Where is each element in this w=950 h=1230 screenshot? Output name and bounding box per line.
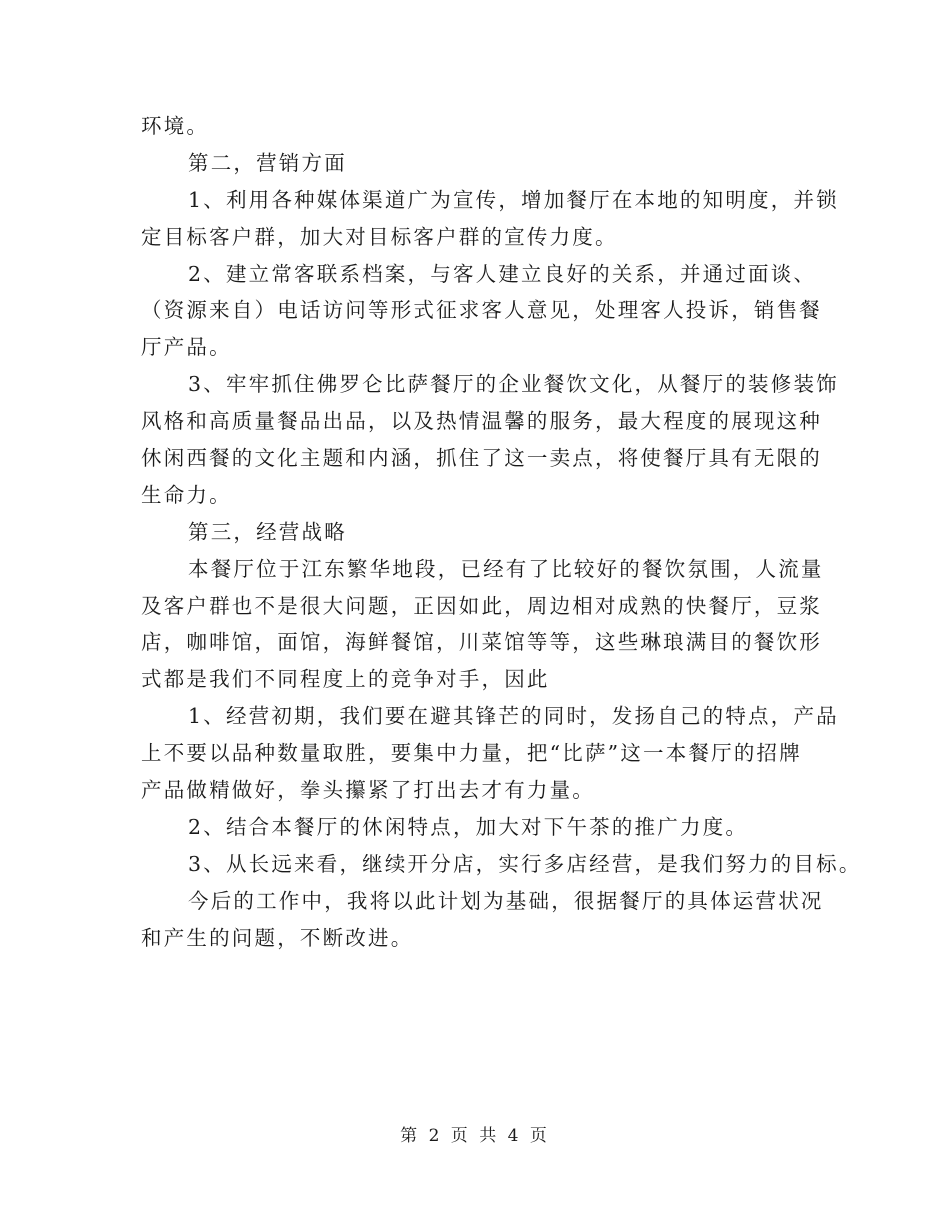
text-line: 环境。 xyxy=(141,114,210,138)
page-number-footer: 第 2 页 共 4 页 xyxy=(400,1126,550,1146)
document-body xyxy=(141,108,862,956)
text-line: 2、结合本餐厅的休闲特点，加大对下午茶的推广力度。 xyxy=(188,814,749,839)
text-line: 厅产品。 xyxy=(141,335,232,360)
text-line: 3、牢牢抓住佛罗仑比萨餐厅的企业餐饮文化，从餐厅的装修装饰 xyxy=(188,372,839,397)
text-line: 及客户群也不是很大问题，正因如此，周边相对成熟的快餐厅，豆浆 xyxy=(141,593,822,618)
text-line: 店，咖啡馆，面馆，海鲜餐馆，川菜馆等等，这些琳琅满目的餐饮形 xyxy=(141,630,822,655)
text-line: 定目标客户群，加大对目标客户群的宣传力度。 xyxy=(141,224,618,249)
text-line: 1、经营初期，我们要在避其锋芒的同时，发扬自己的特点，产品 xyxy=(188,704,839,729)
text-line: 今后的工作中，我将以此计划为基础，很据餐厅的具体运营状况 xyxy=(188,888,824,913)
section-heading-marketing: 第二，营销方面 xyxy=(188,150,347,175)
text-line: （资源来自）电话访问等形式征求客人意见，处理客人投诉，销售餐 xyxy=(141,298,822,323)
text-line: 和产生的问题，不断改进。 xyxy=(141,925,414,950)
text-line: 上不要以品种数量取胜，要集中力量，把“比萨”这一本餐厅的招牌 xyxy=(141,741,802,766)
text-line: 休闲西餐的文化主题和内涵，抓住了这一卖点，将使餐厅具有无限的 xyxy=(141,446,822,471)
text-line: 1、利用各种媒体渠道广为宣传，增加餐厅在本地的知明度，并锁 xyxy=(188,187,839,212)
text-line: 2、建立常客联系档案，与客人建立良好的关系，并通过面谈、 xyxy=(188,261,817,286)
text-line: 风格和高质量餐品出品，以及热情温馨的服务，最大程度的展现这种 xyxy=(141,409,822,434)
section-heading-strategy: 第三，经营战略 xyxy=(188,519,347,544)
text-line: 产品做精做好，拳头攥紧了打出去才有力量。 xyxy=(141,778,595,803)
text-line: 式都是我们不同程度上的竞争对手，因此 xyxy=(141,667,550,692)
text-line: 3、从长远来看，继续开分店，实行多店经营，是我们努力的目标。 xyxy=(188,851,862,876)
text-line: 生命力。 xyxy=(141,482,232,507)
text-line: 本餐厅位于江东繁华地段，已经有了比较好的餐饮氛围，人流量 xyxy=(188,556,824,581)
